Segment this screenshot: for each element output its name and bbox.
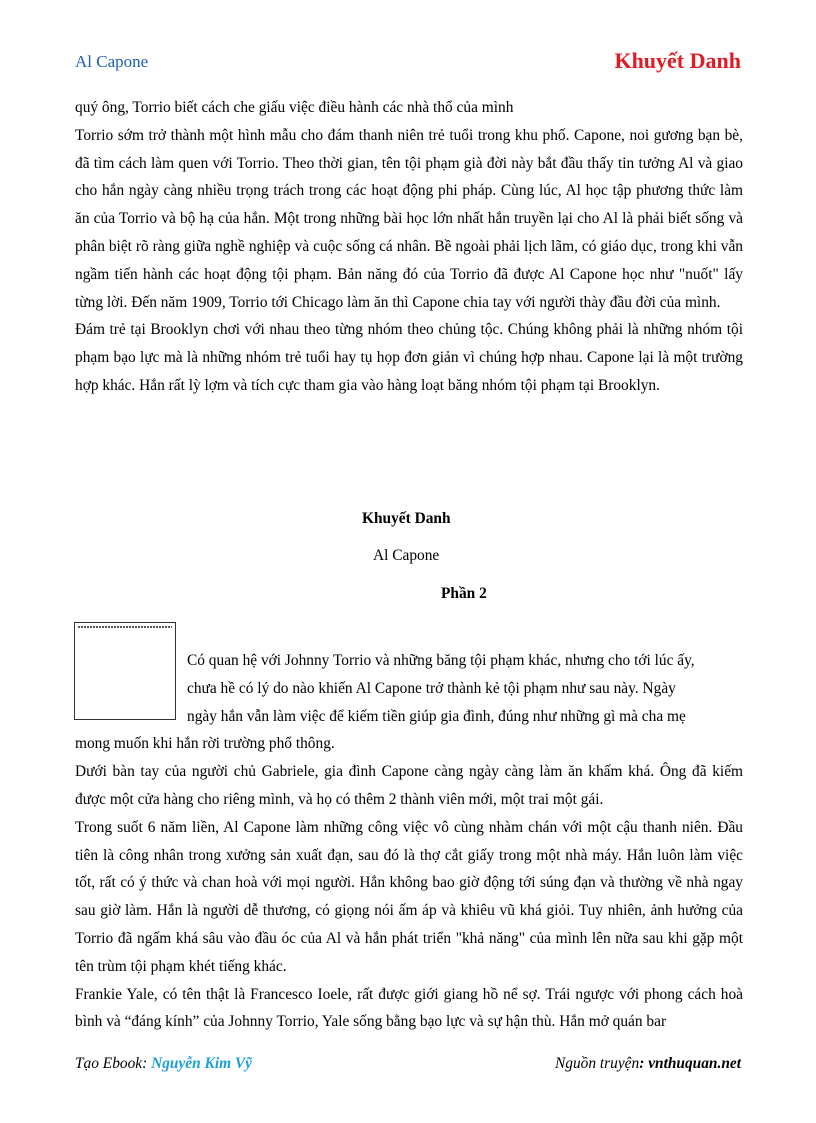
paragraph: Frankie Yale, có tên thật là Francesco Ioele, rất được giới giang hồ nể sợ. Trái ngược với phong cách hoà bình và “đáng kính” của Johnny Torrio, Yale sống bằng bạo lực và sự hận thù. Hắn mở quán bar — [75, 985, 743, 1031]
paragraph: Torrio sớm trở thành một hình mẫu cho đám thanh niên trẻ tuổi trong khu phố. Capone, noi gương bạn bè, đã tìm cách làm quen với Torrio. Theo thời gian, tên tội phạm già đời này bắt đầu thấy tin tưởng Al và giao cho hắn ngày càng nhiều trọng trách trong các hoạt động phi pháp. Cùng lúc, Al học tập phương thức làm ăn của Torrio và bộ hạ của hắn. Một trong những bài học lớn nhất hắn truyền lại cho Al là phải biết sống và phân biệt rõ ràng giữa nghề nghiệp và cuộc sống cá nhân. Bề ngoài phải lịch lãm, có giáo dục, trong khi vẫn ngầm tiến hành các hoạt động tội phạm. Bản năng đó của Torrio đã được Al Capone học như "nuốt" lấy từng lời. Đến năm 1909, Torrio tới Chicago làm ăn thì Capone chia tay với người thày đầu đời của mình. — [75, 126, 743, 311]
chapter-author: Khuyết Danh — [362, 510, 451, 527]
header-author: Khuyết Danh — [614, 48, 741, 73]
paragraph: quý ông, Torrio biết cách che giấu việc điều hành các nhà thổ của mình — [75, 99, 514, 116]
source-label: Nguồn truyện — [554, 1055, 640, 1072]
source-site-link[interactable]: vnthuquan.net — [648, 1055, 741, 1072]
footer-source — [555, 1055, 741, 1073]
lead-line: ngày hắn vẫn làm việc để kiếm tiền giúp gia đình, đúng như những gì mà cha mẹ — [187, 707, 686, 725]
chapter-part: Phần 2 — [441, 585, 487, 602]
lead-tail: mong muốn khi hắn rời trường phổ thông. — [75, 735, 335, 753]
ebook-label: Tạo Ebook — [75, 1055, 143, 1072]
paragraph: Đám trẻ tại Brooklyn chơi với nhau theo từng nhóm theo chủng tộc. Chúng không phải là những nhóm tội phạm bạo lực mà là những nhóm trẻ tuổi hay tụ họp đơn giản vì chúng hợp nhau. Capone lại là một trường hợp khác. Hắn rất lỳ lợm và tích cực tham gia vào hàng loạt băng nhóm tội phạm tại Brooklyn. — [75, 321, 743, 394]
paragraph: Dưới bàn tay của người chủ Gabriele, gia đình Capone càng ngày càng làm ăn khấm khá. Ông đã kiếm được một cửa hàng cho riêng mình, và họ có thêm 2 thành viên mới, một trai một gái. — [75, 763, 743, 808]
ebook-creator: Nguyễn Kim Vỹ — [151, 1055, 253, 1072]
paragraph: Trong suốt 6 năm liền, Al Capone làm những công việc vô cùng nhàm chán với một cậu thanh niên. Đầu tiên là công nhân trong xưởng sản xuất đạn, sau đó là thợ cắt giấy trong một nhà máy. Hắn luôn làm việc tốt, rất có ý thức và chan hoà với mọi người. Hắn không bao giờ động tới súng đạn và thường về nhà ngay sau giờ làm. Hắn là người dễ thương, có giọng nói ấm áp và khiêu vũ khá giỏi. Tuy nhiên, ảnh hưởng của Torrio đã ngấm khá sâu vào đầu óc của Al và hắn phát triển "khả năng" của mình lên nữa sau khi gặp một tên trùm tội phạm khét tiếng khác. — [75, 818, 743, 975]
header-book-title: Al Capone — [75, 52, 149, 71]
part1-text — [75, 94, 743, 400]
ebook-sep: : — [142, 1055, 152, 1072]
lead-line: chưa hề có lý do nào khiến Al Capone trở thành kẻ tội phạm như sau này. Ngày — [187, 679, 676, 697]
lead-line: Có quan hệ với Johnny Torrio và những băng tội phạm khác, nhưng cho tới lúc ấy, — [187, 652, 695, 669]
part2-text — [75, 647, 743, 1036]
source-sep: : — [639, 1055, 649, 1072]
chapter-title: Al Capone — [373, 547, 440, 564]
footer-ebook-credit — [75, 1055, 252, 1073]
image-caption-lines — [78, 626, 172, 628]
